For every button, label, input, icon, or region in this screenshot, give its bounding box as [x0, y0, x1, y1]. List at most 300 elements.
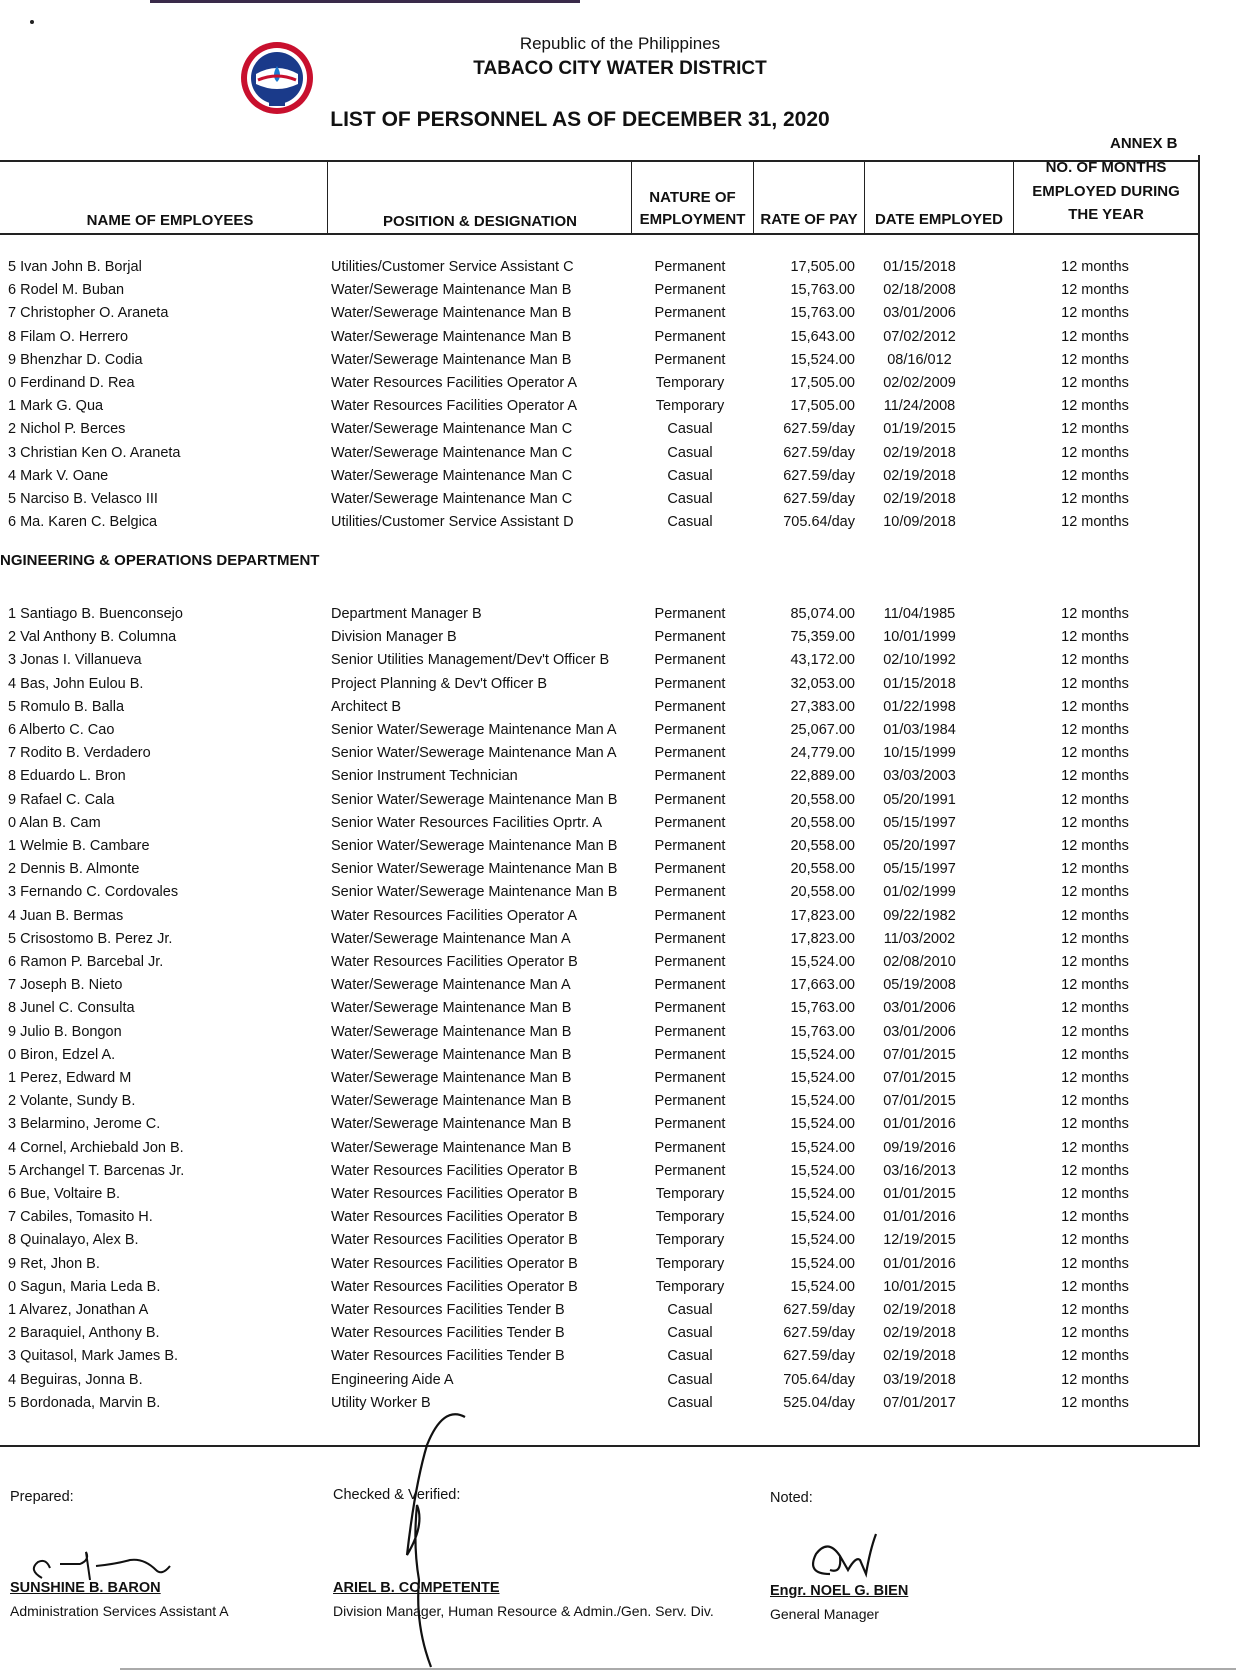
rate-of-pay: 20,558.00 — [790, 838, 855, 854]
page-bottom-rule — [120, 1668, 1236, 1670]
table-row — [0, 835, 1198, 858]
rate-of-pay: 15,524.00 — [790, 351, 855, 368]
position-designation: Senior Water/Sewerage Maintenance Man B — [331, 861, 618, 878]
top-edge-line — [150, 0, 580, 3]
months-employed: 12 months — [1061, 1139, 1129, 1156]
table-row — [0, 465, 1198, 488]
table-row — [0, 488, 1198, 511]
table-row — [0, 418, 1198, 441]
rate-of-pay: 15,524.00 — [790, 1186, 855, 1202]
rate-of-pay: 43,172.00 — [790, 652, 855, 669]
months-employed: 12 months — [1061, 1325, 1129, 1342]
rate-of-pay: 15,763.00 — [790, 1023, 855, 1040]
rate-of-pay: 75,359.00 — [790, 629, 855, 646]
position-designation: Water/Sewerage Maintenance Man B — [331, 305, 572, 322]
employment-nature: Temporary — [655, 1255, 725, 1272]
table-row — [0, 881, 1198, 904]
table-row — [0, 1322, 1198, 1345]
rate-of-pay: 705.64/day — [783, 1371, 855, 1388]
date-employed: 03/01/2006 — [883, 305, 956, 322]
date-employed: 10/01/1999 — [883, 629, 956, 646]
rate-of-pay: 85,074.00 — [790, 606, 855, 622]
employment-nature: Permanent — [654, 698, 726, 715]
employee-name: 5 Ivan John B. Borjal — [8, 259, 142, 275]
employment-nature: Casual — [667, 491, 713, 507]
position-designation: Water/Sewerage Maintenance Man B — [331, 1000, 572, 1017]
months-employed: 12 months — [1061, 722, 1129, 738]
employee-name: 3 Fernando C. Cordovales — [8, 884, 179, 901]
employee-name: 8 Junel C. Consulta — [8, 1000, 135, 1017]
date-employed: 02/19/2018 — [883, 444, 956, 461]
months-employed: 12 months — [1061, 698, 1129, 715]
col-header-date: DATE EMPLOYED — [874, 211, 1004, 228]
employee-name: 2 Volante, Sundy B. — [8, 1093, 136, 1110]
prepared-name: SUNSHINE B. BARON — [10, 1580, 161, 1596]
employment-nature: Permanent — [654, 629, 726, 646]
rate-of-pay: 627.59/day — [783, 1348, 855, 1365]
employee-name: 7 Rodito B. Verdadero — [8, 745, 151, 762]
position-designation: Senior Utilities Management/Dev't Officer B — [331, 652, 610, 669]
rate-of-pay: 627.59/day — [783, 1325, 855, 1342]
date-employed: 02/19/2018 — [883, 467, 956, 484]
table-row — [0, 442, 1198, 465]
rate-of-pay: 15,643.00 — [790, 328, 855, 345]
table-row — [0, 1345, 1198, 1368]
date-employed: 01/03/1984 — [883, 722, 956, 738]
position-designation: Water/Sewerage Maintenance Man B — [331, 328, 572, 345]
rate-of-pay: 15,524.00 — [790, 1070, 855, 1086]
months-employed: 12 months — [1061, 1023, 1129, 1040]
noted-label: Noted: — [770, 1490, 813, 1506]
position-designation: Water/Sewerage Maintenance Man C — [331, 421, 573, 438]
rate-of-pay: 705.64/day — [783, 514, 855, 531]
table-row — [0, 1299, 1198, 1322]
position-designation: Water/Sewerage Maintenance Man C — [331, 467, 573, 484]
employee-name: 5 Archangel T. Barcenas Jr. — [8, 1162, 185, 1179]
employee-name: 6 Ma. Karen C. Belgica — [8, 514, 158, 531]
table-row — [0, 1253, 1198, 1276]
employee-name: 6 Alberto C. Cao — [8, 722, 115, 738]
prepared-title: Administration Services Assistant A — [10, 1603, 229, 1619]
date-employed: 07/01/2015 — [883, 1070, 956, 1086]
checked-verified-title: Division Manager, Human Resource & Admin./Gen. Serv. Div. — [333, 1603, 714, 1619]
employment-nature: Permanent — [654, 745, 726, 762]
employment-nature: Permanent — [654, 722, 726, 738]
rate-of-pay: 15,524.00 — [790, 1116, 855, 1133]
position-designation: Water Resources Facilities Operator B — [331, 1162, 578, 1179]
col-header-months-line3: THE YEAR — [1068, 206, 1144, 223]
position-designation: Water/Sewerage Maintenance Man B — [331, 1139, 572, 1156]
employee-name: 0 Biron, Edzel A. — [8, 1046, 116, 1063]
rate-of-pay: 17,505.00 — [790, 398, 855, 415]
employment-nature: Permanent — [654, 768, 726, 785]
months-employed: 12 months — [1061, 1348, 1129, 1365]
employee-name: 4 Juan B. Bermas — [8, 907, 124, 924]
date-employed: 03/03/2003 — [883, 768, 956, 785]
employment-nature: Permanent — [654, 1093, 726, 1110]
rate-of-pay: 627.59/day — [783, 421, 855, 438]
position-designation: Utilities/Customer Service Assistant D — [331, 514, 574, 531]
position-designation: Senior Water Resources Facilities Oprtr. A — [331, 814, 603, 831]
table-row — [0, 395, 1198, 418]
months-employed: 12 months — [1061, 491, 1129, 507]
date-employed: 02/19/2018 — [883, 1348, 956, 1365]
employee-name: 6 Ramon P. Barcebal Jr. — [8, 954, 164, 970]
position-designation: Water Resources Facilities Operator B — [331, 1209, 578, 1226]
table-row — [0, 928, 1198, 951]
rate-of-pay: 17,823.00 — [790, 930, 855, 947]
position-designation: Water/Sewerage Maintenance Man B — [331, 1023, 572, 1040]
date-employed: 02/19/2018 — [883, 1302, 956, 1318]
employee-name: 9 Ret, Jhon B. — [8, 1255, 100, 1272]
employment-nature: Temporary — [655, 1232, 725, 1249]
rate-of-pay: 15,524.00 — [790, 954, 855, 970]
col-header-position: POSITION & DESIGNATION — [383, 213, 577, 230]
rate-of-pay: 15,524.00 — [790, 1139, 855, 1156]
date-employed: 03/19/2018 — [883, 1371, 956, 1388]
position-designation: Water Resources Facilities Tender B — [331, 1302, 565, 1318]
employment-nature: Temporary — [655, 1278, 725, 1295]
months-employed: 12 months — [1061, 398, 1129, 415]
table-row — [0, 511, 1198, 534]
months-employed: 12 months — [1061, 1302, 1129, 1318]
employment-nature: Casual — [667, 1302, 713, 1318]
date-employed: 01/01/2016 — [883, 1255, 956, 1272]
months-employed: 12 months — [1061, 814, 1129, 831]
employment-nature: Permanent — [654, 977, 726, 994]
position-designation: Water Resources Facilities Tender B — [331, 1348, 565, 1365]
table-row — [0, 951, 1198, 974]
position-designation: Water Resources Facilities Operator A — [331, 398, 578, 415]
employment-nature: Permanent — [654, 675, 726, 692]
employment-nature: Casual — [667, 1371, 713, 1388]
position-designation: Senior Water/Sewerage Maintenance Man A — [331, 745, 617, 762]
employee-name: 0 Sagun, Maria Leda B. — [8, 1278, 161, 1295]
position-designation: Project Planning & Dev't Officer B — [331, 675, 548, 692]
scan-speck — [30, 20, 34, 24]
rate-of-pay: 525.04/day — [783, 1394, 855, 1411]
date-employed: 02/02/2009 — [883, 375, 956, 391]
table-row — [0, 789, 1198, 812]
months-employed: 12 months — [1061, 351, 1129, 368]
employee-name: 3 Christian Ken O. Araneta — [8, 444, 181, 461]
date-employed: 10/09/2018 — [883, 514, 956, 531]
employment-nature: Temporary — [655, 1209, 725, 1226]
months-employed: 12 months — [1061, 305, 1129, 322]
table-row — [0, 858, 1198, 881]
date-employed: 01/01/2015 — [883, 1186, 956, 1202]
months-employed: 12 months — [1061, 977, 1129, 994]
employee-name: 8 Quinalayo, Alex B. — [8, 1232, 139, 1249]
rate-of-pay: 27,383.00 — [790, 698, 855, 715]
employment-nature: Permanent — [654, 930, 726, 947]
position-designation: Senior Water/Sewerage Maintenance Man A — [331, 722, 617, 738]
document-title: LIST OF PERSONNEL AS OF DECEMBER 31, 2020 — [330, 108, 830, 131]
employee-name: 3 Quitasol, Mark James B. — [8, 1348, 179, 1365]
table-row — [0, 1044, 1198, 1067]
months-employed: 12 months — [1061, 1255, 1129, 1272]
table-row — [0, 1392, 1198, 1415]
col-header-months-line2: EMPLOYED DURING — [1032, 183, 1180, 200]
table-row — [0, 1160, 1198, 1183]
employee-name: 7 Cabiles, Tomasito H. — [8, 1209, 153, 1226]
position-designation: Water/Sewerage Maintenance Man C — [331, 444, 573, 461]
employment-nature: Permanent — [654, 907, 726, 924]
employee-name: 0 Alan B. Cam — [8, 814, 101, 831]
months-employed: 12 months — [1061, 791, 1129, 808]
date-employed: 09/19/2016 — [883, 1139, 956, 1156]
employee-name: 3 Belarmino, Jerome C. — [8, 1116, 161, 1133]
rate-of-pay: 15,763.00 — [790, 282, 855, 299]
position-designation: Department Manager B — [331, 606, 482, 622]
position-designation: Utility Worker B — [331, 1394, 431, 1411]
rate-of-pay: 627.59/day — [783, 491, 855, 507]
date-employed: 11/03/2002 — [883, 930, 956, 947]
months-employed: 12 months — [1061, 1046, 1129, 1063]
rate-of-pay: 20,558.00 — [790, 861, 855, 878]
table-row — [0, 603, 1198, 626]
col-header-rate: RATE OF PAY — [760, 211, 858, 228]
employee-name: 1 Alvarez, Jonathan A — [8, 1302, 149, 1318]
employment-nature: Permanent — [654, 838, 726, 854]
table-row — [0, 626, 1198, 649]
employee-name: 7 Joseph B. Nieto — [8, 977, 123, 994]
rate-of-pay: 15,524.00 — [790, 1093, 855, 1110]
table-row — [0, 1229, 1198, 1252]
position-designation: Water Resources Facilities Operator B — [331, 1186, 578, 1202]
date-employed: 03/01/2006 — [883, 1023, 956, 1040]
employment-nature: Permanent — [654, 1139, 726, 1156]
employment-nature: Permanent — [654, 1070, 726, 1086]
position-designation: Water Resources Facilities Operator B — [331, 1255, 578, 1272]
position-designation: Water/Sewerage Maintenance Man B — [331, 351, 572, 368]
position-designation: Architect B — [331, 698, 402, 715]
table-row — [0, 673, 1198, 696]
noted-name: Engr. NOEL G. BIEN — [770, 1583, 909, 1599]
months-employed: 12 months — [1061, 1162, 1129, 1179]
annex-label: ANNEX B — [1110, 135, 1178, 152]
date-employed: 01/01/2016 — [883, 1116, 956, 1133]
prepared-label: Prepared: — [10, 1489, 74, 1505]
table-row — [0, 1206, 1198, 1229]
date-employed: 10/15/1999 — [883, 745, 956, 762]
checked-verified-label: Checked & Verified: — [333, 1487, 461, 1503]
rate-of-pay: 627.59/day — [783, 467, 855, 484]
employment-nature: Permanent — [654, 351, 726, 368]
months-employed: 12 months — [1061, 1394, 1129, 1411]
position-designation: Water/Sewerage Maintenance Man A — [331, 930, 571, 947]
column-divider — [327, 160, 328, 235]
noted-title: General Manager — [770, 1606, 879, 1622]
position-designation: Water/Sewerage Maintenance Man B — [331, 1046, 572, 1063]
table-row — [0, 1067, 1198, 1090]
table-row — [0, 905, 1198, 928]
employment-nature: Permanent — [654, 814, 726, 831]
employment-nature: Temporary — [655, 1186, 725, 1202]
rate-of-pay: 22,889.00 — [790, 768, 855, 785]
position-designation: Senior Instrument Technician — [331, 768, 518, 785]
employment-nature: Permanent — [654, 884, 726, 901]
rate-of-pay: 15,763.00 — [790, 305, 855, 322]
water-district-seal-logo — [236, 40, 318, 116]
months-employed: 12 months — [1061, 745, 1129, 762]
months-employed: 12 months — [1061, 1070, 1129, 1086]
table-row — [0, 765, 1198, 788]
table-row — [0, 349, 1198, 372]
employee-name: 1 Perez, Edward M — [8, 1070, 132, 1086]
months-employed: 12 months — [1061, 467, 1129, 484]
employee-name: 2 Dennis B. Almonte — [8, 861, 140, 878]
table-row — [0, 326, 1198, 349]
months-employed: 12 months — [1061, 838, 1129, 854]
months-employed: 12 months — [1061, 1209, 1129, 1226]
months-employed: 12 months — [1061, 514, 1129, 531]
date-employed: 01/01/2016 — [883, 1209, 956, 1226]
months-employed: 12 months — [1061, 1186, 1129, 1202]
position-designation: Water Resources Facilities Operator A — [331, 375, 578, 391]
date-employed: 07/01/2015 — [883, 1046, 956, 1063]
noted-signature — [800, 1530, 890, 1590]
employment-nature: Permanent — [654, 861, 726, 878]
rate-of-pay: 627.59/day — [783, 444, 855, 461]
table-row — [0, 974, 1198, 997]
employee-name: 5 Crisostomo B. Perez Jr. — [8, 930, 173, 947]
employee-name: 1 Welmie B. Cambare — [8, 838, 150, 854]
table-row — [0, 279, 1198, 302]
table-row — [0, 302, 1198, 325]
position-designation: Senior Water/Sewerage Maintenance Man B — [331, 838, 618, 854]
employment-nature: Permanent — [654, 305, 726, 322]
rate-of-pay: 25,067.00 — [790, 722, 855, 738]
employee-name: 2 Baraquiel, Anthony B. — [8, 1325, 160, 1342]
employee-name: 6 Bue, Voltaire B. — [8, 1186, 121, 1202]
col-header-nature-line2: EMPLOYMENT — [639, 211, 746, 228]
months-employed: 12 months — [1061, 444, 1129, 461]
table-row — [0, 256, 1198, 279]
months-employed: 12 months — [1061, 1093, 1129, 1110]
months-employed: 12 months — [1061, 861, 1129, 878]
employee-name: 8 Eduardo L. Bron — [8, 768, 126, 785]
employee-name: 5 Romulo B. Balla — [8, 698, 125, 715]
months-employed: 12 months — [1061, 421, 1129, 438]
employment-nature: Permanent — [654, 259, 726, 275]
date-employed: 03/16/2013 — [883, 1162, 956, 1179]
months-employed: 12 months — [1061, 1232, 1129, 1249]
employment-nature: Permanent — [654, 954, 726, 970]
rate-of-pay: 24,779.00 — [790, 745, 855, 762]
months-employed: 12 months — [1061, 954, 1129, 970]
months-employed: 12 months — [1061, 1278, 1129, 1295]
rate-of-pay: 15,524.00 — [790, 1255, 855, 1272]
months-employed: 12 months — [1061, 1371, 1129, 1388]
date-employed: 05/19/2008 — [883, 977, 956, 994]
table-row — [0, 1021, 1198, 1044]
position-designation: Water Resources Facilities Operator B — [331, 1232, 578, 1249]
months-employed: 12 months — [1061, 675, 1129, 692]
employee-name: 9 Julio B. Bongon — [8, 1023, 122, 1040]
date-employed: 08/16/012 — [887, 351, 952, 368]
employment-nature: Permanent — [654, 1023, 726, 1040]
months-employed: 12 months — [1061, 768, 1129, 785]
rate-of-pay: 20,558.00 — [790, 884, 855, 901]
table-row — [0, 372, 1198, 395]
employee-name: 9 Bhenzhar D. Codia — [8, 351, 143, 368]
date-employed: 07/02/2012 — [883, 328, 956, 345]
date-employed: 12/19/2015 — [883, 1232, 956, 1249]
position-designation: Water/Sewerage Maintenance Man B — [331, 1116, 572, 1133]
months-employed: 12 months — [1061, 629, 1129, 646]
checked-verified-signature — [395, 1405, 485, 1670]
months-employed: 12 months — [1061, 907, 1129, 924]
table-row — [0, 649, 1198, 672]
employee-name: 6 Rodel M. Buban — [8, 282, 125, 299]
employment-nature: Casual — [667, 1394, 713, 1411]
employee-name: 4 Mark V. Oane — [8, 467, 109, 484]
position-designation: Water/Sewerage Maintenance Man A — [331, 977, 571, 994]
months-employed: 12 months — [1061, 375, 1129, 391]
rate-of-pay: 17,505.00 — [790, 375, 855, 391]
date-employed: 05/20/1997 — [883, 838, 956, 854]
employee-name: 8 Filam O. Herrero — [8, 328, 129, 345]
employee-name: 0 Ferdinand D. Rea — [8, 375, 135, 391]
months-employed: 12 months — [1061, 259, 1129, 275]
employment-nature: Casual — [667, 1325, 713, 1342]
date-employed: 02/19/2018 — [883, 491, 956, 507]
position-designation: Water/Sewerage Maintenance Man C — [331, 491, 573, 507]
employee-name: 7 Christopher O. Araneta — [8, 305, 169, 322]
employee-name: 1 Santiago B. Buenconsejo — [8, 606, 183, 622]
table-row — [0, 1276, 1198, 1299]
rate-of-pay: 17,663.00 — [790, 977, 855, 994]
checked-verified-name: ARIEL B. COMPETENTE — [333, 1580, 500, 1596]
employment-nature: Temporary — [655, 398, 725, 415]
position-designation: Water Resources Facilities Operator B — [331, 1278, 578, 1295]
col-header-months-line1: NO. OF MONTHS — [1045, 159, 1167, 176]
date-employed: 01/15/2018 — [883, 675, 956, 692]
table-row — [0, 1113, 1198, 1136]
employment-nature: Casual — [667, 444, 713, 461]
employee-name: 2 Val Anthony B. Columna — [8, 629, 177, 646]
months-employed: 12 months — [1061, 282, 1129, 299]
employee-name: 2 Nichol P. Berces — [8, 421, 126, 438]
employment-nature: Casual — [667, 467, 713, 484]
months-employed: 12 months — [1061, 1116, 1129, 1133]
employment-nature: Permanent — [654, 791, 726, 808]
rate-of-pay: 17,823.00 — [790, 907, 855, 924]
rate-of-pay: 15,524.00 — [790, 1232, 855, 1249]
employee-name: 4 Bas, John Eulou B. — [8, 675, 144, 692]
position-designation: Water/Sewerage Maintenance Man B — [331, 1070, 572, 1086]
employment-nature: Temporary — [655, 375, 725, 391]
rate-of-pay: 15,524.00 — [790, 1046, 855, 1063]
months-employed: 12 months — [1061, 606, 1129, 622]
employment-nature: Permanent — [654, 652, 726, 669]
date-employed: 01/15/2018 — [883, 259, 956, 275]
employment-nature: Permanent — [654, 606, 726, 622]
table-row — [0, 1183, 1198, 1206]
position-designation: Division Manager B — [331, 629, 457, 646]
employment-nature: Permanent — [654, 1046, 726, 1063]
rate-of-pay: 17,505.00 — [790, 259, 855, 275]
header-bottom-rule — [0, 233, 1198, 235]
rate-of-pay: 32,053.00 — [790, 675, 855, 692]
employee-name: 5 Bordonada, Marvin B. — [8, 1394, 161, 1411]
months-employed: 12 months — [1061, 884, 1129, 901]
date-employed: 11/04/1985 — [883, 606, 956, 622]
months-employed: 12 months — [1061, 930, 1129, 947]
employment-nature: Permanent — [654, 1116, 726, 1133]
col-header-nature-line1: NATURE OF — [649, 189, 736, 206]
